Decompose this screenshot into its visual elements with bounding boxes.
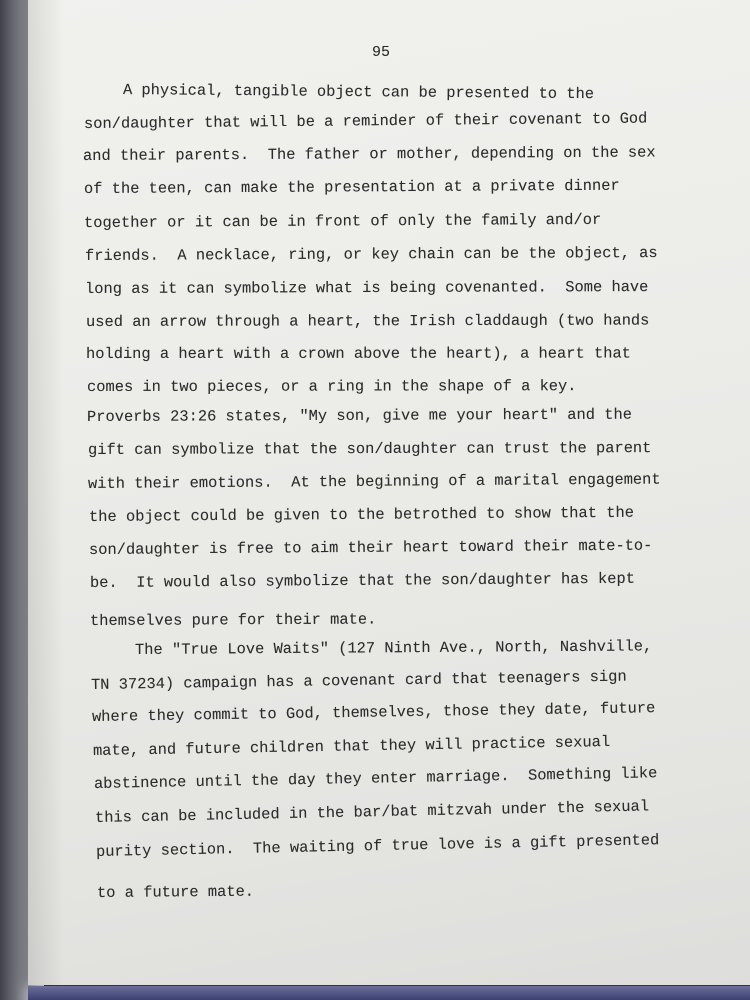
text-line: with their emotions. At the beginning of a marital engagement [87,470,661,493]
text-line: A physical, tangible object can be presented to the [122,81,595,104]
text-line: friends. A necklace, ring, or key chain can be the object, as [84,244,658,265]
text-line: gift can symbolize that the son/daughter can trust the parent [87,439,652,459]
text-line: this can be included in the bar/bat mitzvah under the sexual [94,797,650,827]
text-line: used an arrow through a heart, the Irish claddaugh (two hands [85,311,650,331]
text-line: abstinence until the day they enter marriage. Something like [93,764,658,793]
text-line: where they commit to God, themselves, those they date, future [91,699,656,726]
text-line: mate, and future children that they will practice sexual [92,732,611,760]
text-line: comes in two pieces, or a ring in the shape of a key. [86,377,577,396]
text-line: themselves pure for their mate. [89,610,377,630]
text-line: long as it can symbolize what is being covenanted. Some have [84,278,649,298]
text-line: purity section. The waiting of true love is a gift presented [95,831,660,861]
text-line: holding a heart with a crown above the heart), a heart that [85,344,631,363]
page-number: 95 [372,44,391,61]
text-line: the object could be given to the betrothed to show that the [88,503,634,526]
text-line: together or it can be in front of only the family and/or [83,210,602,232]
text-line: son/daughter is free to aim their heart toward their mate-to- [88,536,653,559]
text-line: and their parents. The father or mother, depending on the sex [82,143,656,165]
text-line: TN 37234) campaign has a covenant card that teenagers sign [90,667,627,694]
text-line: to a future mate. [96,882,255,902]
text-line: Proverbs 23:26 states, "My son, give me your heart" and the [86,405,632,426]
text-line: be. It would also symbolize that the son/daughter has kept [89,569,635,592]
text-line: The "True Love Waits" (127 Ninth Ave., North, Nashville, [134,637,653,659]
text-line: of the teen, can make the presentation at a private dinner [83,176,620,198]
text-line: son/daughter that will be a reminder of their covenant to God [83,109,648,133]
